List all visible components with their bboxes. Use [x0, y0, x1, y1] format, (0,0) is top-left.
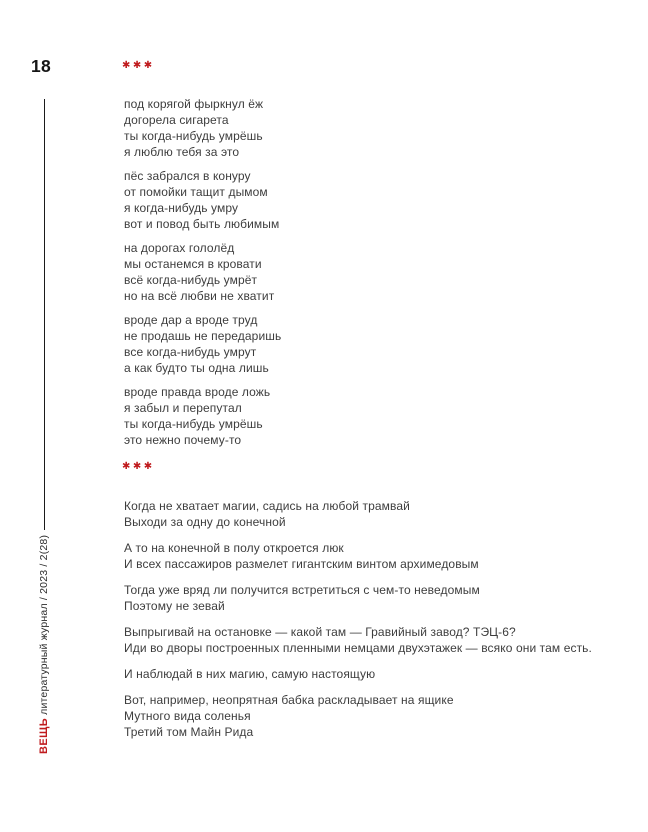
poem-stanza — [124, 312, 281, 376]
poem-line: вот и повод быть любимым — [124, 217, 280, 231]
poem-2-marker-icon: ✱✱✱ — [122, 461, 155, 472]
poem-line: Когда не хватает магии, садись на любой трамвай — [124, 499, 410, 513]
journal-name: ВЕЩЬ — [38, 718, 50, 754]
poem-stanza — [124, 666, 592, 682]
poem-line: Иди во дворы построенных пленными немцами двухэтажек — всяко они там есть. — [124, 641, 592, 655]
poem-line: я забыл и перепутал — [124, 401, 242, 415]
poem-stanza — [124, 240, 281, 304]
poem-line: я люблю тебя за это — [124, 145, 240, 159]
poem-stanza — [124, 168, 281, 232]
poem-stanza — [124, 624, 592, 656]
poem-line: Мутного вида соленья — [124, 709, 251, 723]
poem-line: мы останемся в кровати — [124, 257, 262, 271]
journal-caption-rest: литературный журнал / 2023 / 2(28) — [38, 534, 50, 718]
poem-line: догорела сигарета — [124, 113, 229, 127]
poem-line: это нежно почему-то — [124, 433, 242, 447]
poem-line: И наблюдай в них магию, самую настоящую — [124, 667, 376, 681]
poem-stanza — [124, 540, 592, 572]
poem-line: пёс забрался в конуру — [124, 169, 251, 183]
poem-line: И всех пассажиров размелет гигантским винтом архимедовым — [124, 557, 479, 571]
page-number: 18 — [31, 56, 52, 76]
poem-line: я когда-нибудь умру — [124, 201, 239, 215]
journal-caption-text — [38, 535, 51, 754]
poem-line: вроде дар а вроде труд — [124, 313, 258, 327]
poem-1 — [124, 96, 281, 456]
poem-line: ты когда-нибудь умрёшь — [124, 417, 263, 431]
poem-line: Третий том Майн Рида — [124, 725, 254, 739]
poem-line: Тогда уже вряд ли получится встретиться с чем-то неведомым — [124, 583, 480, 597]
poem-line: Выходи за одну до конечной — [124, 515, 286, 529]
poem-stanza — [124, 692, 592, 740]
poem-line: Выпрыгивай на остановке — какой там — Гравийный завод? ТЭЦ-6? — [124, 625, 516, 639]
poem-2 — [124, 498, 592, 750]
poem-line: а как будто ты одна лишь — [124, 361, 269, 375]
poem-line: все когда-нибудь умрут — [124, 345, 257, 359]
poem-line: от помойки тащит дымом — [124, 185, 268, 199]
margin-rule — [44, 99, 45, 530]
poem-1-marker-icon: ✱✱✱ — [122, 60, 155, 71]
poem-line: А то на конечной в полу откроется люк — [124, 541, 344, 555]
poem-line: не продашь не передаришь — [124, 329, 282, 343]
poem-line: но на всё любви не хватит — [124, 289, 275, 303]
poem-line: под корягой фыркнул ёж — [124, 97, 264, 111]
poem-line: на дорогах гололёд — [124, 241, 235, 255]
poem-stanza — [124, 582, 592, 614]
poem-stanza — [124, 384, 281, 448]
poem-stanza — [124, 498, 592, 530]
poem-line: вроде правда вроде ложь — [124, 385, 271, 399]
poem-line: ты когда-нибудь умрёшь — [124, 129, 263, 143]
poem-line: Поэтому не зевай — [124, 599, 225, 613]
poem-line: Вот, например, неопрятная бабка раскладывает на ящике — [124, 693, 454, 707]
poem-stanza — [124, 96, 281, 160]
poem-line: всё когда-нибудь умрёт — [124, 273, 258, 287]
journal-caption — [37, 534, 54, 754]
